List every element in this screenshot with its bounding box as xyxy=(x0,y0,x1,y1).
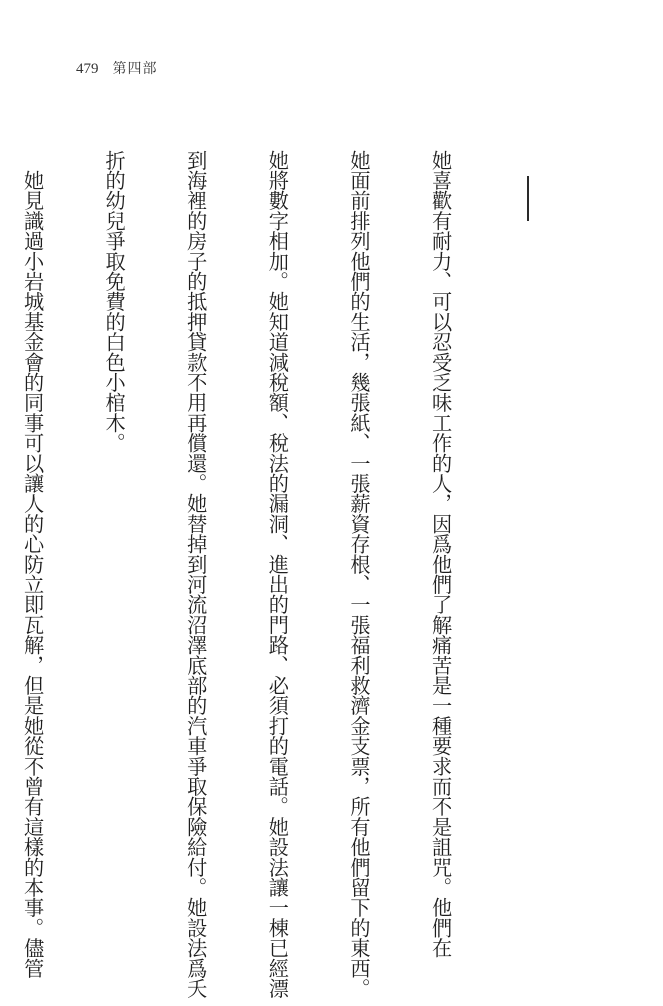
running-header xyxy=(76,58,158,78)
text-column: 到海裡的房子的抵押貸款不用再償還。她替掉到河流沼澤底部的汽車爭取保險給付。她設法爲夭 xyxy=(183,150,208,999)
vertical-body-text xyxy=(20,150,508,999)
text-column: 她面前排列他們的生活，幾張紙、一張薪資存根、一張福利救濟金支票，所有他們留下的東西。 xyxy=(346,150,371,999)
page-number: 479 xyxy=(76,61,99,77)
section-dash-mark xyxy=(527,176,529,221)
text-column: 折的幼兒爭取免費的白色小棺木。 xyxy=(102,150,127,453)
section-title: 第四部 xyxy=(112,61,158,77)
text-column: 她喜歡有耐力、可以忍受乏味工作的人，因爲他們了解痛苦是一種要求而不是詛咒。他們在 xyxy=(428,150,453,958)
text-column: 她將數字相加。她知道減稅額、稅法的漏洞、進出的門路、必須打的電話。她設法讓一棟已經漂 xyxy=(265,150,290,999)
text-column: 她見識過小岩城基金會的同事可以讓人的心防立即瓦解，但是她從不曾有這樣的本事。儘管 xyxy=(20,150,45,979)
